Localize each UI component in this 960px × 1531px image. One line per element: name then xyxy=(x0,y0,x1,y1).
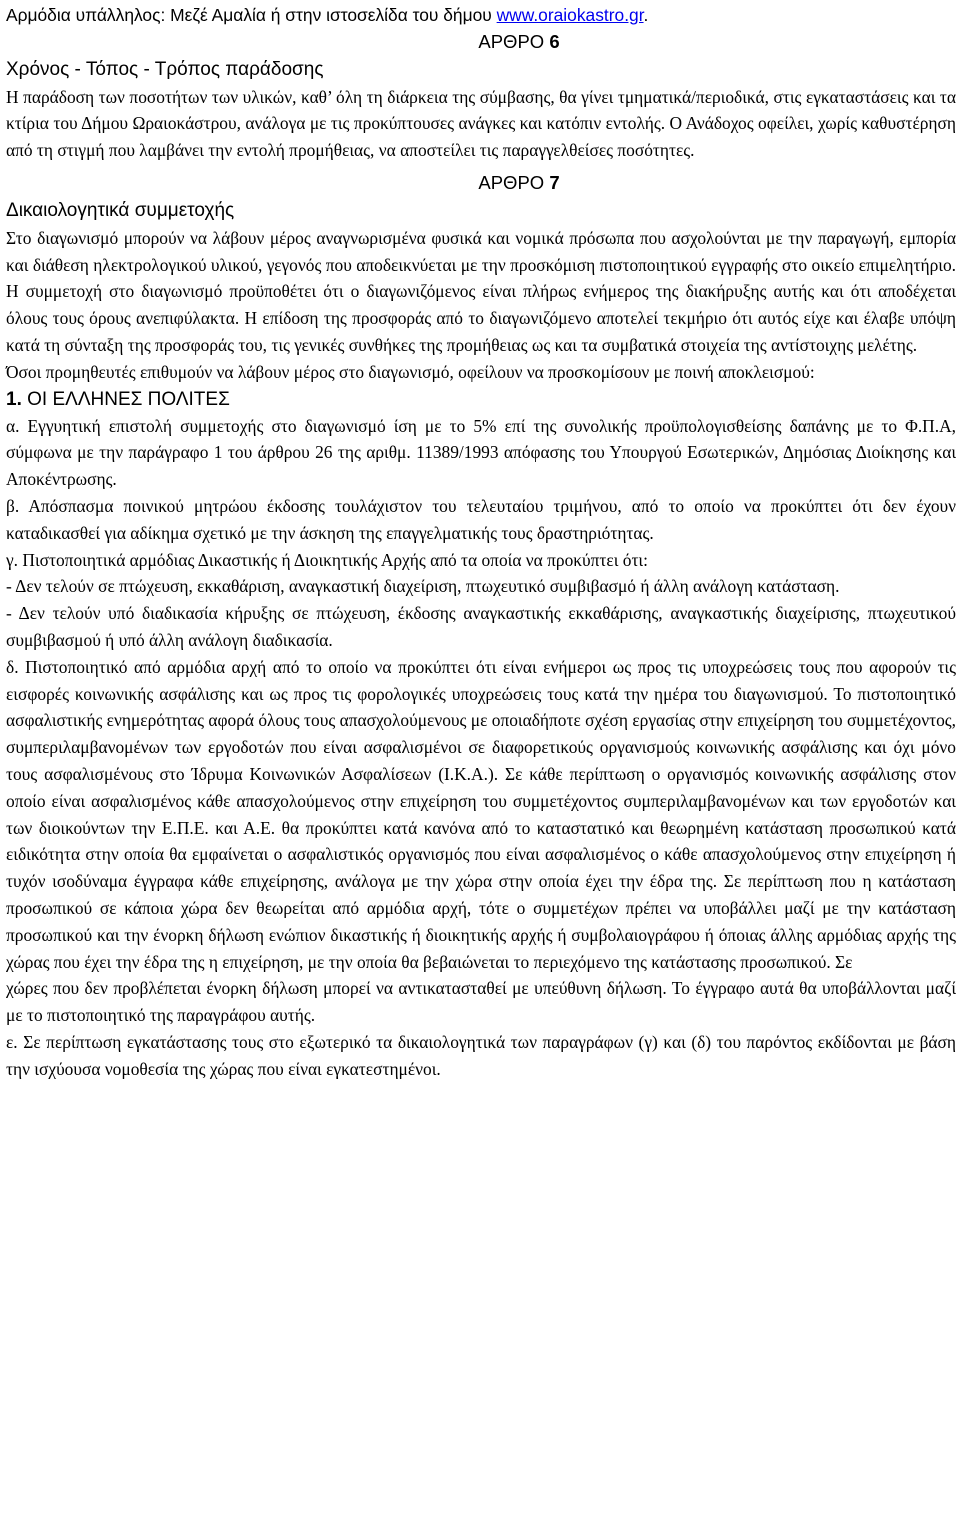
item-d-continued: χώρες που δεν προβλέπεται ένορκη δήλωση μπορεί να αντικατασταθεί με υπεύθυνη δήλωση. Το έγγραφο αυτά θα υποβάλλονται μαζί με το πιστοποιητικό της παραγράφου αυτής. xyxy=(6,978,956,1026)
article-6-heading-number: 6 xyxy=(549,30,560,52)
article-7-heading-word: ΑΡΘΡΟ xyxy=(478,171,545,193)
article-6-paragraph: Η παράδοση των ποσοτήτων των υλικών, καθ’ όλη τη διάρκεια της σύμβασης, θα γίνει τμηματικά/περιοδικά, στις εγκαταστάσεις και τα κτίρια του Δήμου Ωραιοκάστρου, ανάλογα με τις προκύπτουσες ανάγκες και κατόπιν εντολής. Ο Ανάδοχος οφείλει, χωρίς καθυστέρηση από τη στιγμή που λαμβάνει την εντολή προμήθειας, να αποστείλει τις παραγγελθείσες ποσότητες. xyxy=(6,86,956,161)
item-c: γ. Πιστοποιητικά αρμόδιας Δικαστικής ή Διοικητικής Αρχής από τα οποία να προκύπτει ότι: xyxy=(6,549,648,570)
article-7-heading-number: 7 xyxy=(549,171,560,193)
article-7-title: Δικαιολογητικά συμμετοχής xyxy=(6,199,235,221)
item-b: β. Απόσπασμα ποινικού μητρώου έκδοσης τουλάχιστον του τελευταίου τριμήνου, από το οποίο να προκύπτει ότι δεν έχουν καταδικασθεί για αδίκημα σχετικό με την άσκηση της επαγγελματικής τους δραστηριότητας. xyxy=(6,495,956,543)
item-a: α. Εγγυητική επιστολή συμμετοχής στο διαγωνισμό ίση με το 5% επί της συνολικής προϋπολογισθείσης δαπάνης με το Φ.Π.Α, σύμφωνα με την παράγραφο 1 του άρθρου 26 της αριθμ. 11389/1993 απόφασης του Υπουργού Εσωτερικών, Δημόσιας Διοίκησης και Αποκέντρωσης. xyxy=(6,415,956,490)
article-7-paragraph-2: Όσοι προμηθευτές επιθυμούν να λάβουν μέρος στο διαγωνισμό, οφείλουν να προσκομίσουν με ποινή αποκλεισμού: xyxy=(6,361,815,382)
item-d: δ. Πιστοποιητικό από αρμόδια αρχή από το οποίο να προκύπτει ότι είναι ενήμεροι ως προς τις υποχρεώσεις τους που αφορούν τις εισφορές κοινωνικής ασφάλισης και ως προς τις φορολογικές υποχρεώσεις τους κατά την ημέρα του διαγωνισμού. Το πιστοποιητικό ασφαλιστικής ενημερότητας αφορά όλους τους απασχολούμενους με οποιαδήποτε σχέση εργασίας στην επιχείρηση του συμμετέχοντος, συμπεριλαμβανομένων των εργοδοτών που είναι ασφαλισμένοι σε διαφορετικούς οργανισμούς κοινωνικής ασφάλισης και όχι μόνο τους ασφαλισμένους στο Ίδρυμα Κοινωνικών Ασφαλίσεων (Ι.Κ.Α.). Σε κάθε περίπτωση ο οργανισμός κοινωνικής ασφάλισης στον οποίο είναι ασφαλισμένος κάθε απασχολούμενος στην επιχείρηση του συμμετέχοντος συμπεριλαμβανομένων και των εργοδοτών και των διοικούντων την Ε.Π.Ε. και Α.Ε. θα προκύπτει κατά κανόνα από το καταστατικό και θεωρημένη κατάσταση προσωπικού κατά ειδικότητα στην οποία θα εμφαίνεται ο ασφαλιστικός οργανισμός που είναι ασφαλισμένος ο κάθε απασχολούμενος στην επιχείρηση ή τυχόν ισοδύναμα έγγραφα κάθε επιχείρησης, ανάλογα με την χώρα στην οποία έχει την έδρα της. Σε περίπτωση που η κατάσταση προσωπικού σε κάποια χώρα δεν θεωρείται από αρμόδια αρχή, τότε ο συμμετέχων πρέπει να υποβάλλει μαζί με την κατάσταση προσωπικού και την ένορκη δήλωση ενώπιον δικαστικής ή διοικητικής αρχής ή συμβολαιογράφου ή όποιας άλλης αρμόδιας αρχής της χώρας που έχει την έδρα της η επιχείρηση, με την οποία θα βεβαιώνεται το περιεχόμενο της κατάστασης προσωπικού. Σε xyxy=(6,656,956,972)
item-c-dash-1: - Δεν τελούν σε πτώχευση, εκκαθάριση, αναγκαστική διαχείριση, πτωχευτικό συμβιβασμό ή άλλη ανάλογη κατάσταση. xyxy=(6,576,840,597)
article-6-heading xyxy=(6,29,956,56)
subheading-number: 1. xyxy=(6,388,22,410)
document-page xyxy=(6,2,956,1082)
article-7-paragraph-1: Στο διαγωνισμό μπορούν να λάβουν μέρος αναγνωρισμένα φυσικά και νομικά πρόσωπα που ασχολούνται με την παραγωγή, εμπορία και διάθεση ηλεκτρολογικού υλικού, γεγονός που αποδεικνύεται με την προσκόμιση πιστοποιητικού εγγραφής στο οικείο επιμελητήριο. Η συμμετοχή στο διαγωνισμό προϋποθέτει ότι ο διαγωνιζόμενος είναι πλήρως ενήμερος της διακήρυξης αυτής και ότι αποδέχεται όλους τους όρους ανεπιφύλακτα. Η επίδοση της προσφοράς από το διαγωνιζόμενο αποτελεί τεκμήριο ότι αυτός είχε και έλαβε υπόψη κατά τη σύνταξη της προσφοράς του, τις γενικές συνθήκες της προμήθειας ως και τα συμβατικά στοιχεία της αντίστοιχης μελέτης. xyxy=(6,227,956,355)
article-6-title: Χρόνος - Τόπος - Τρόπος παράδοσης xyxy=(6,58,324,80)
contact-line xyxy=(6,2,956,29)
contact-suffix: . xyxy=(643,5,649,25)
subheading-text: ΟΙ ΕΛΛΗΝΕΣ ΠΟΛΙΤΕΣ xyxy=(21,388,230,410)
item-e: ε. Σε περίπτωση εγκατάστασης τους στο εξωτερικό τα δικαιολογητικά των παραγράφων (γ) και (δ) του παρόντος εκδίδονται με βάση την ισχύουσα νομοθεσία της χώρας που είναι εγκατεστημένοι. xyxy=(6,1031,956,1079)
greek-citizens-subheading xyxy=(6,386,956,413)
article-7-heading xyxy=(6,170,956,197)
item-c-dash-2: - Δεν τελούν υπό διαδικασία κήρυξης σε πτώχευση, έκδοσης αναγκαστικής εκκαθάρισης, αναγκαστικής διαχείρισης, πτωχευτικού συμβιβασμού ή υπό άλλη ανάλογη διαδικασία. xyxy=(6,603,956,650)
website-link[interactable]: www.oraiokastro.gr xyxy=(496,5,644,25)
contact-prefix: Αρμόδια υπάλληλος: Μεζέ Αμαλία ή στην ιστοσελίδα του δήμου xyxy=(6,5,497,25)
article-6-heading-word: ΑΡΘΡΟ xyxy=(478,30,545,52)
